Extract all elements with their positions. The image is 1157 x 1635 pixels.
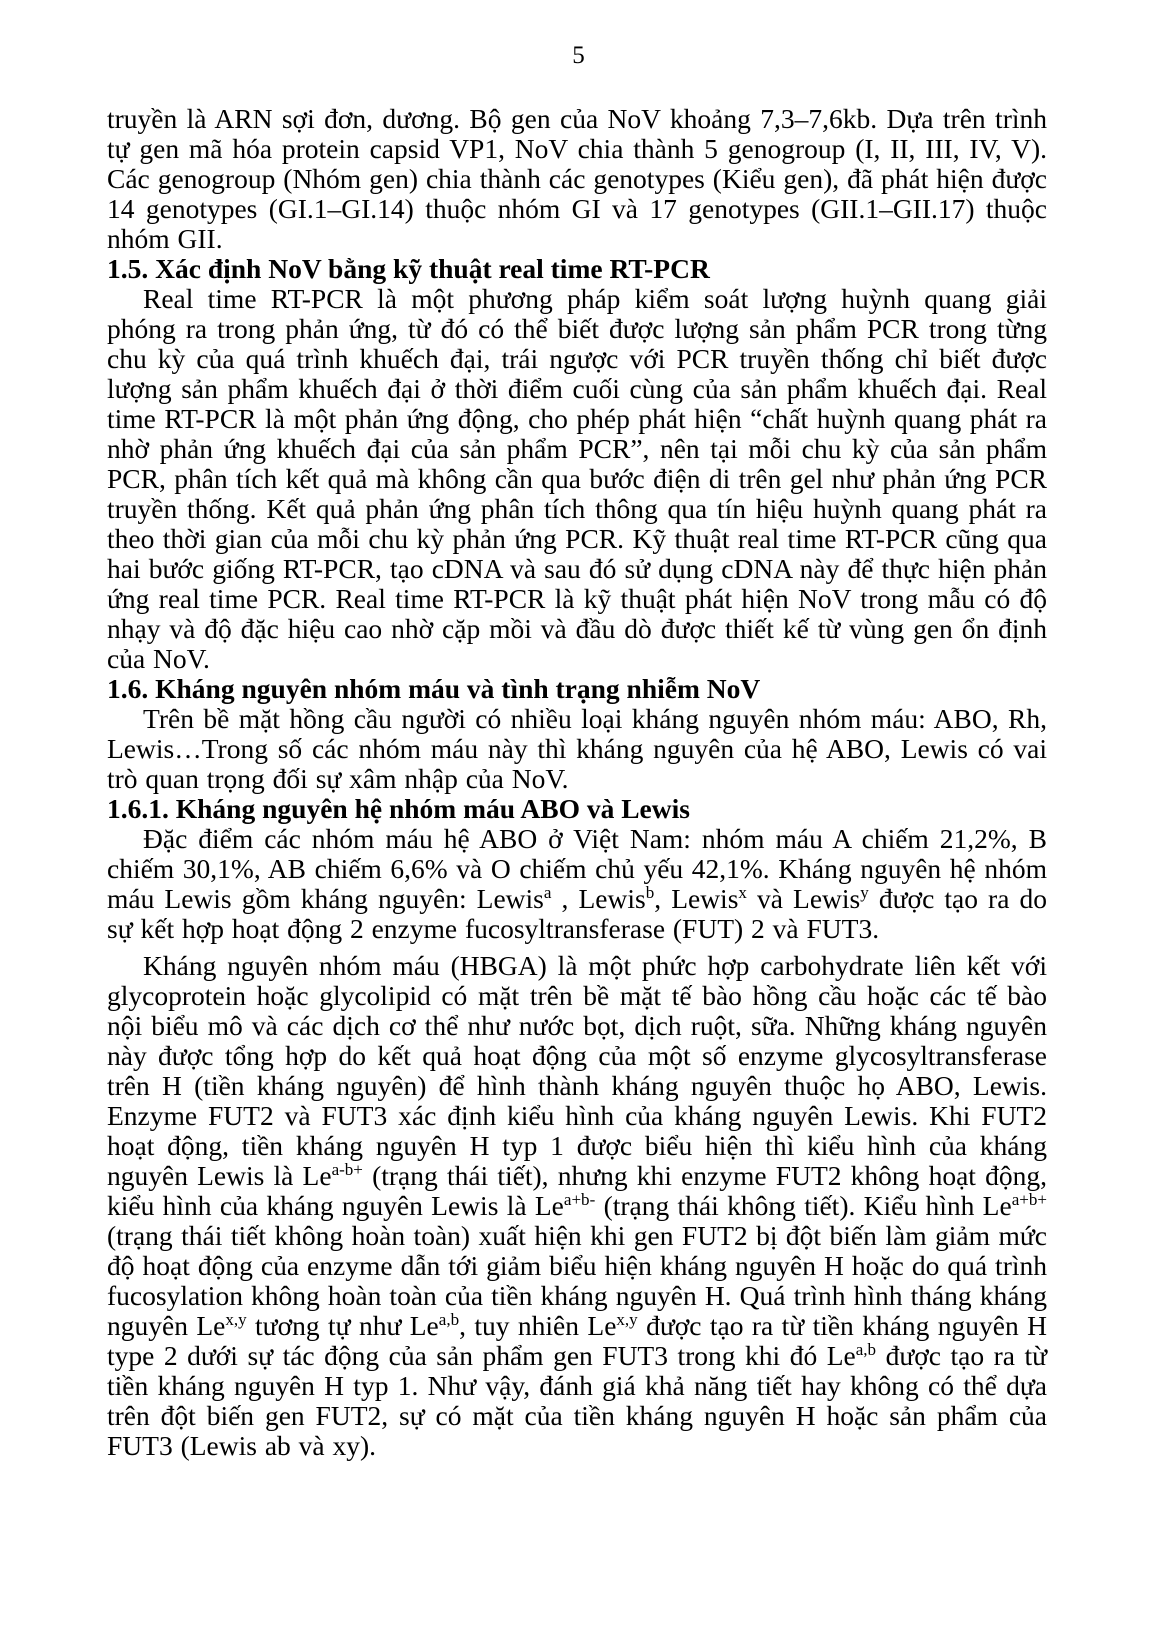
superscript-text: b <box>645 882 655 902</box>
superscript-text: a+b- <box>563 1189 596 1209</box>
superscript-text: x,y <box>225 1309 247 1329</box>
superscript-text: x,y <box>616 1309 638 1329</box>
body-paragraph: Real time RT-PCR là một phương pháp kiểm soát lượng huỳnh quang giải phóng ra trong phản ứng, từ đó có thể biết được lượng sản phẩm PCR trong từng chu kỳ của quá trình khuếch đại, trái ngược với PCR truyền thống chỉ biết được lượng sản phẩm khuếch đại ở thời điểm cuối cùng của sản phẩm khuếch đại. Real time RT-PCR là một phản ứng động, cho phép phát hiện “chất huỳnh quang phát ra nhờ phản ứng khuếch đại của sản phẩm PCR”, nên tại mỗi chu kỳ của sản phẩm PCR, phân tích kết quả mà không cần qua bước điện di trên gel như phản ứng PCR truyền thống. Kết quả phản ứng phân tích thông qua tín hiệu huỳnh quang phát ra theo thời gian của mỗi chu kỳ phản ứng PCR. Kỹ thuật real time RT-PCR cũng qua hai bước giống RT-PCR, tạo cDNA và sau đó sử dụng cDNA này để thực hiện phản ứng real time PCR. Real time RT-PCR là kỹ thuật phát hiện NoV trong mẫu có độ nhạy và độ đặc hiệu cao nhờ cặp mồi và đầu dò được thiết kế từ vùng gen ổn định của NoV. <box>107 283 1047 674</box>
superscript-text: y <box>860 882 869 902</box>
superscript-text: a+b+ <box>1011 1189 1047 1209</box>
superscript-text: x <box>738 882 747 902</box>
superscript-text: a-b+ <box>331 1159 363 1179</box>
body-paragraph: Kháng nguyên nhóm máu (HBGA) là một phức hợp carbohydrate liên kết với glycoprotein hoặc glycolipid có mặt trên bề mặt tế bào hồng cầu hoặc các tế bào nội biểu mô và các dịch cơ thể như nước bọt, dịch ruột, sữa. Những kháng nguyên này được tổng hợp do kết quả hoạt động của một số enzyme glycosyltransferase trên H (tiền kháng nguyên) để hình thành kháng nguyên thuộc họ ABO, Lewis. Enzyme FUT2 và FUT3 xác định kiểu hình của kháng nguyên Lewis. Khi FUT2 hoạt động, tiền kháng nguyên H typ 1 được biểu hiện thì kiểu hình của kháng nguyên Lewis là $Le^{a-b+}$ (trạng thái tiết), nhưng khi enzyme FUT2 không hoạt động, kiểu hình của kháng nguyên Lewis là $Le^{a+b-}$ (trạng thái không tiết). Kiểu hình $Le^{a+b+}$ (trạng thái tiết không hoàn toàn) xuất hiện khi gen FUT2 bị đột biến làm giảm mức độ hoạt động của enzyme dẫn tới giảm biểu hiện kháng nguyên H hoặc do quá trình fucosylation không hoàn toàn của tiền kháng nguyên H. Quá trình hình tháng kháng nguyên Le$^{x,y}$ tương tự như Le$^{a,b}$, tuy nhiên Le$^{x,y}$ được tạo ra từ tiền kháng nguyên H type 2 dưới sự tác động của sản phẩm gen FUT3 trong khi đó Le$^{a,b}$ được tạo ra từ tiền kháng nguyên H typ 1. Như vậy, đánh giá khả năng tiết hay không có thể dựa trên đột biến gen FUT2, sự có mặt của tiền kháng nguyên H hoặc sản phẩm của FUT3 (Lewis ab và xy). <box>107 950 1047 1461</box>
section-heading: 1.6.1. Kháng nguyên hệ nhóm máu ABO và Lewis <box>107 793 690 824</box>
body-paragraph: Đặc điểm các nhóm máu hệ ABO ở Việt Nam: nhóm máu A chiếm 21,2%, B chiếm 30,1%, AB chiếm 6,6% và O chiếm chủ yếu 42,1%. Kháng nguyên hệ nhóm máu Lewis gồm kháng nguyên: Lewis$^a$ , Lewis$^b$, Lewis$^x$ và Lewis$^y$ được tạo ra do sự kết hợp hoạt động 2 enzyme fucosyltransferase (FUT) 2 và FUT3. <box>107 823 1047 944</box>
section-heading: 1.5. Xác định NoV bằng kỹ thuật real time RT-PCR <box>107 253 710 284</box>
superscript-text: a,b <box>855 1339 877 1359</box>
body-paragraph: truyền là ARN sợi đơn, dương. Bộ gen của NoV khoảng 7,3–7,6kb. Dựa trên trình tự gen mã hóa protein capsid VP1, NoV chia thành 5 genogroup (I, II, III, IV, V). Các genogroup (Nhóm gen) chia thành các genotypes (Kiểu gen), đã phát hiện được 14 genotypes (GI.1–GI.14) thuộc nhóm GI và 17 genotypes (GII.1–GII.17) thuộc nhóm GII. <box>107 103 1047 254</box>
body-paragraph: Trên bề mặt hồng cầu người có nhiều loại kháng nguyên nhóm máu: ABO, Rh, Lewis…Trong số các nhóm máu này thì kháng nguyên của hệ ABO, Lewis có vai trò quan trọng đối sự xâm nhập của NoV. <box>107 703 1047 794</box>
page-number: 5 <box>572 42 585 69</box>
superscript-text: a <box>543 882 552 902</box>
section-heading: 1.6. Kháng nguyên nhóm máu và tình trạng nhiễm NoV <box>107 673 761 704</box>
document-body <box>107 104 1047 1461</box>
superscript-text: a,b <box>438 1309 460 1329</box>
